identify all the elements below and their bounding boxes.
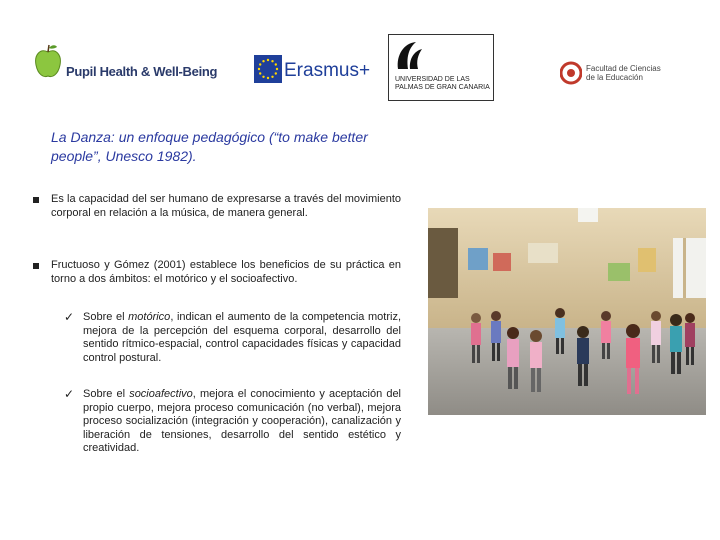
bullet-marker bbox=[33, 197, 39, 203]
ulpgc-logo bbox=[388, 34, 494, 101]
eu-flag-icon bbox=[254, 55, 282, 83]
sub-item-prefix: Sobre el bbox=[83, 388, 130, 400]
sub-item-rest: , mejora el conocimiento y aceptación del propio cuerpo, mejora proceso comunicación (no verbal), mejora proceso socialización (integración y cooperación), canalización y liberación de tensiones, desarrollo del sentido estético y creatividad. bbox=[83, 388, 402, 454]
bullet-text-1: Es la capacidad del ser humano de expresarse a través del movimiento corporal en relación a la música, de manera general. bbox=[51, 193, 401, 219]
sub-item-emphasis: motórico bbox=[128, 311, 171, 323]
ulpgc-emblem-icon bbox=[394, 39, 424, 73]
sub-item-motorico bbox=[83, 311, 401, 365]
sub-item-prefix: Sobre el bbox=[83, 311, 129, 323]
slide-title: La Danza: un enfoque pedagógico (“to make better people”, Unesco 1982). bbox=[51, 129, 368, 164]
sub-item-socioafectivo bbox=[83, 388, 401, 456]
bullet-marker bbox=[33, 263, 39, 269]
pupil-health-logo bbox=[30, 40, 218, 90]
sub-item-emphasis: socioafectivo bbox=[129, 388, 193, 400]
dance-class-photo bbox=[428, 208, 706, 415]
apple-icon bbox=[34, 43, 62, 79]
erasmus-logo bbox=[250, 47, 371, 95]
pupil-health-text: Pupil Health & Well-Being bbox=[66, 64, 218, 79]
ulpgc-text: UNIVERSIDAD DE LAS PALMAS DE GRAN CANARIA bbox=[395, 76, 490, 91]
erasmus-text: Erasmus+ bbox=[284, 60, 371, 81]
sub-item-rest: , indican el aumento de la competencia motriz, mejora de la percepción del esquema corporal, desarrollo del sentido rítmico-espacial, control capacidades físicas y capacidad control postural. bbox=[83, 311, 401, 364]
check-icon: ✓ bbox=[64, 310, 75, 324]
facultad-emblem-icon bbox=[560, 61, 582, 85]
bullet-text-2: Fructuoso y Gómez (2001) establece los beneficios de su práctica en torno a dos ámbitos: el motórico y el socioafectivo. bbox=[51, 259, 401, 285]
facultad-logo bbox=[558, 58, 668, 94]
facultad-text: Facultad de Ciencias de la Educación bbox=[586, 64, 661, 82]
check-icon: ✓ bbox=[64, 387, 75, 401]
